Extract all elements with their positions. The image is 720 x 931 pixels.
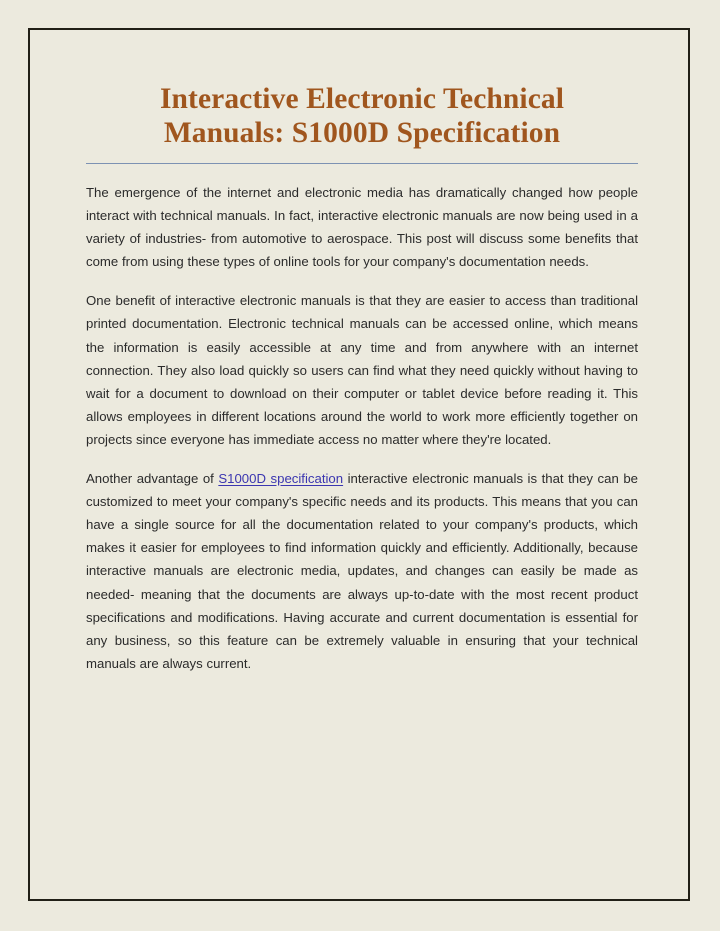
paragraph-3-lead-text: Another advantage of: [86, 471, 219, 487]
body-paragraph-3: [86, 467, 638, 675]
body-paragraph-2: One benefit of interactive electronic manuals is that they are easier to access than traditional printed documentation. Electronic technical manuals can be accessed online, which means the information is easily accessible at any time and from anywhere with an internet connection. They also load quickly so users can find what they need quickly without having to wait for a document to download on their computer or tablet device before reading it. This allows employees in different locations around the world to work more efficiently together on projects since everyone has immediate access no matter where they're located.: [86, 293, 638, 447]
document-content: [86, 82, 638, 675]
s1000d-specification-link[interactable]: S1000D specification: [218, 471, 344, 487]
title-divider: [86, 163, 638, 164]
page-title: Interactive Electronic Technical Manuals: S1000D Specification: [159, 83, 565, 149]
paragraph-3-rest-text: interactive electronic manuals is that they can be customized to meet your company's specific needs and its products. This means that you can have a single source for all the documentation related to your company's products, which makes it easier for employees to find information quickly and efficiently. Additionally, because interactive manuals are electronic media, updates, and changes can easily be made as needed- meaning that the documents are always up-to-date with the most recent product specifications and modifications. Having accurate and current documentation is essential for any business, so this feature can be extremely valuable in ensuring that your technical manuals are always current.: [86, 471, 638, 671]
body-paragraph-1: The emergence of the internet and electronic media has dramatically changed how people interact with technical manuals. In fact, interactive electronic manuals are now being used in a variety of industries- from automotive to aerospace. This post will discuss some benefits that come from using these types of online tools for your company's documentation needs.: [86, 185, 638, 270]
page-border-frame: [28, 28, 690, 901]
